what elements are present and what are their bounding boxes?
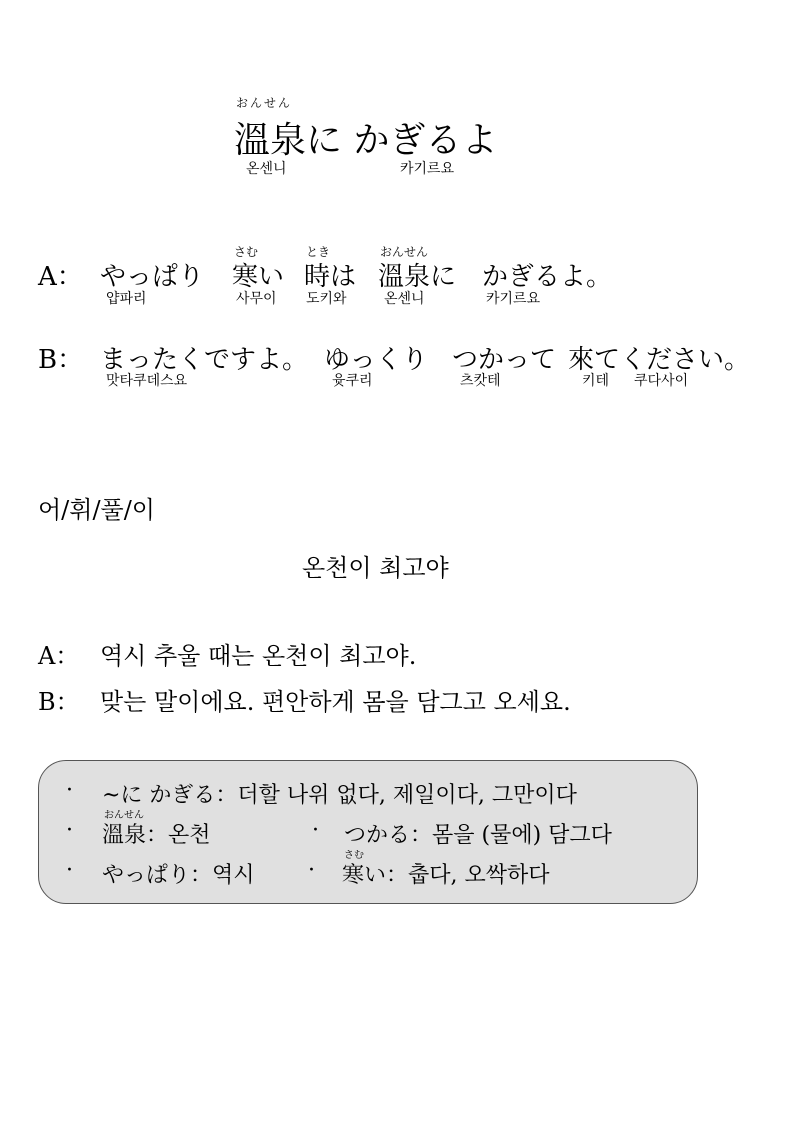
dialog-b-reading: 윳쿠리 <box>332 373 373 389</box>
dialog-b-speaker: B： <box>38 345 84 375</box>
dialog-a-reading: 도키와 <box>306 291 347 307</box>
bullet-icon: · <box>312 818 319 843</box>
bullet-icon: · <box>66 818 73 843</box>
dialog-b-reading: 츠캇테 <box>460 373 501 389</box>
dialog-b-word-3: つかって <box>452 345 557 375</box>
title-reading-kagiruyo: 카기르요 <box>400 161 455 177</box>
furigana-onsen: おんせん <box>380 245 429 259</box>
translation-a-speaker: A： <box>38 642 80 670</box>
dialog-a-reading: 온센니 <box>384 291 425 307</box>
bullet-icon: · <box>66 858 73 883</box>
vocab-furigana-samu: さむ <box>344 850 364 861</box>
dialog-b-reading: 쿠다사이 <box>634 373 689 389</box>
translation-b-speaker: B： <box>38 688 80 716</box>
dialog-a-reading: 카기르요 <box>486 291 541 307</box>
dialog-a-word-3: 時は <box>304 262 357 292</box>
dialog-b-word-2: ゆっくり <box>324 345 428 375</box>
dialog-b-word-4: 來てください。 <box>568 345 751 375</box>
bullet-icon: · <box>308 858 315 883</box>
dialog-a-word-4: 溫泉に <box>378 262 457 292</box>
vocab-row-2a: 溫泉：온천 <box>102 823 211 848</box>
dialog-b-reading: 맛타쿠데스요 <box>106 373 188 389</box>
vocab-furigana-onsen: おんせん <box>104 810 144 821</box>
bullet-icon: · <box>66 778 73 803</box>
furigana-toki: とき <box>306 245 331 259</box>
title-furigana: おんせん <box>236 96 293 110</box>
translation-a-text: 역시 추울 때는 온천이 최고야. <box>100 642 417 670</box>
dialog-a-reading: 얍파리 <box>106 291 147 307</box>
dialog-b-word-1: まったくですよ。 <box>100 345 309 375</box>
translation-b-text: 맞는 말이에요. 편안하게 몸을 담그고 오세요. <box>100 688 571 716</box>
vocab-row-3b: 寒い：춥다, 오싹하다 <box>342 863 550 888</box>
vocab-row-2b: つかる：몸을 (물에) 담그다 <box>344 823 612 848</box>
furigana-samu: さむ <box>234 245 259 259</box>
dialog-a-reading: 사무이 <box>236 291 277 307</box>
dialog-a-word-1: やっぱり <box>100 262 205 292</box>
page-title: 溫泉に かぎるよ <box>234 120 498 161</box>
translation-title: 온천이 최고야 <box>302 554 449 582</box>
dialog-a-speaker: A： <box>38 262 83 292</box>
title-reading-onsen: 온센니 <box>246 161 287 177</box>
vocab-row-1: ~に かぎる：더할 나위 없다, 제일이다, 그만이다 <box>102 783 577 808</box>
dialog-a-word-2: 寒い <box>232 262 285 292</box>
vocab-row-3a: やっぱり：역시 <box>102 863 255 888</box>
dialog-b-reading: 키테 <box>582 373 610 389</box>
section-heading: 어/휘/풀/이 <box>38 496 155 524</box>
dialog-a-word-5: かぎるよ。 <box>482 262 613 292</box>
